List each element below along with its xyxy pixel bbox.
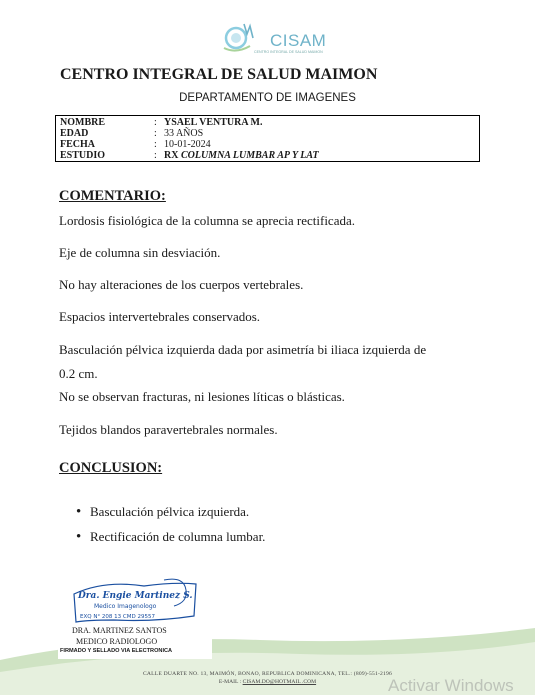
logo-wordmark: CISAM [270,31,327,50]
separator: : [154,117,157,128]
list-item: • Basculación pélvica izquierda. [76,503,265,528]
logo-subtitle: CENTRO INTEGRAL DE SALUD MAIMON [254,50,323,54]
signer-role: MEDICO RADIOLOGO [76,637,158,646]
signer-name: DRA. MARTINEZ SANTOS [72,626,167,635]
comment-paragraph: 0.2 cm. [59,366,98,381]
department-title: DEPARTAMENTO DE IMAGENES [179,92,356,104]
separator: : [154,150,157,161]
signature-note: FIRMADO Y SELLADO VIA ELECTRONICA [60,648,173,654]
comment-paragraph: Espacios intervertebrales conservados. [59,309,261,324]
list-item: • Rectificación de columna lumbar. [76,528,265,553]
stamp-license-text: EXQ N° 208 13 CMD 29557 [80,614,155,620]
signature-seal [64,576,214,628]
footer-email-label: E-MAIL : [218,679,243,685]
comment-heading: COMENTARIO: [59,188,166,204]
study-date-label: FECHA [60,139,95,150]
footer-address: CALLE DUARTE NO. 13, MAIMÓN, BONAO, REPUBLICA DOMINICANA, TEL.: (809)-551-2196 [143,671,392,677]
study-type-label: ESTUDIO [60,150,106,161]
conclusion-heading: CONCLUSION: [59,460,163,476]
comment-paragraph: Lordosis fisiológica de la columna se aprecia rectificada. [59,213,355,228]
patient-age-value: 33 AÑOS [164,128,204,139]
study-type-row [60,150,319,161]
comment-paragraph: No se observan fracturas, ni lesiones líticas o blásticas. [59,389,345,404]
patient-age-label: EDAD [60,128,89,139]
patient-name-label: NOMBRE [60,117,105,128]
stamp-role-text: Medico Imagenologo [94,603,157,610]
patient-name-row [60,117,262,128]
footer-email-link[interactable]: CISAM.DO@HOTMAIL .COM [242,679,317,685]
comment-paragraph: Tejidos blandos paravertebrales normales. [59,422,278,437]
separator: : [154,128,157,139]
patient-age-row [60,128,203,139]
study-date-row [60,139,211,150]
activation-watermark: Activar Windows [388,676,514,695]
study-type-prefix: RX [164,150,181,161]
study-type-value: COLUMNA LUMBAR AP Y LAT [180,150,319,161]
clinic-name: CENTRO INTEGRAL DE SALUD MAIMON [60,66,378,83]
patient-name-value: YSAEL VENTURA M. [164,117,263,128]
conclusion-list [76,503,265,553]
separator: : [154,139,157,150]
comment-paragraph: No hay alteraciones de los cuerpos vertebrales. [59,277,304,292]
stamp-doctor-text: Dra. Engie Martinez S. [78,591,193,601]
comment-paragraph: Eje de columna sin desviación. [59,245,221,260]
patient-info-box [55,115,480,162]
study-date-value: 10-01-2024 [164,139,211,150]
comment-paragraph: Basculación pélvica izquierda dada por asimetría bi iliaca izquierda de [59,342,427,357]
